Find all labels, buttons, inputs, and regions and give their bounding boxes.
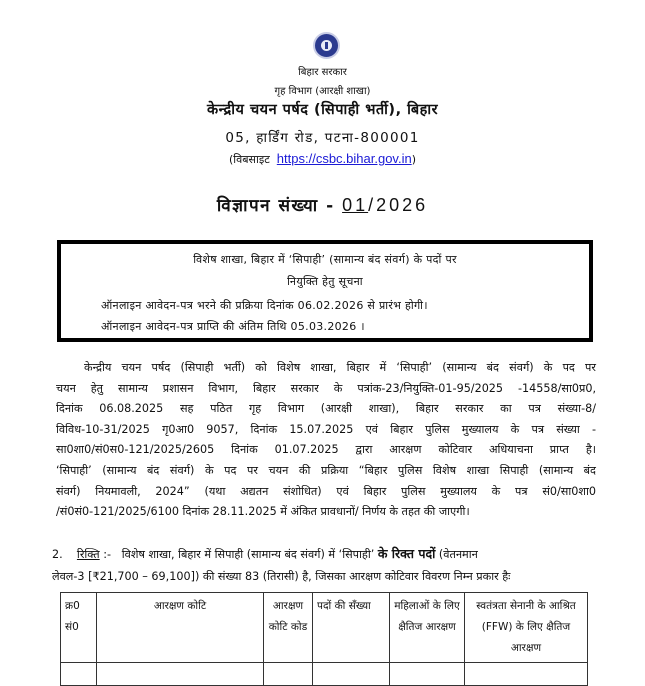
intro-line: दिनांक 06.08.2025 सह पठित गृह विभाग (आरक्षी शाखा), बिहार सरकार का पत्र संख्या-8/ bbox=[56, 402, 596, 416]
emblem-pillar bbox=[325, 42, 328, 49]
application-start-line: ऑनलाइन आवेदन-पत्र भरने की प्रक्रिया दिनांक 06.02.2026 से प्रारंभ होगी। bbox=[101, 299, 428, 312]
col-category: आरक्षण कोटि bbox=[97, 593, 264, 663]
col-category-code: आरक्षण कोटि कोड bbox=[264, 593, 313, 663]
advertisement-num: 01 bbox=[342, 195, 369, 215]
advertisement-year: /2026 bbox=[368, 195, 429, 215]
table-cell bbox=[390, 663, 465, 686]
website-line bbox=[0, 151, 645, 167]
notice-title-line1: विशेष शाखा, बिहार में ‘सिपाही’ (सामान्य बंद संवर्ग) के पदों पर bbox=[193, 253, 457, 266]
bihar-police-emblem-icon bbox=[313, 32, 340, 59]
section-heading: रिक्ति bbox=[76, 548, 100, 561]
vacancy-bold: के रिक्त पदों bbox=[377, 546, 436, 561]
application-end-line: ऑनलाइन आवेदन-पत्र प्राप्ति की अंतिम तिथि 05.03.2026 । bbox=[101, 320, 365, 333]
intro-line: चयन हेतु सामान्य प्रशासन विभाग, बिहार सरकार के पत्रांक-23/नियुक्ति-01-95/2025 -14558/सा0प्र0, bbox=[56, 381, 596, 395]
section-number: 2. bbox=[52, 548, 63, 561]
col-post-count: पदों की सँख्या bbox=[313, 593, 390, 663]
address: 05, हार्डिंग रोड, पटना-800001 bbox=[225, 130, 420, 146]
col-women-reservation: महिलाओं के लिए क्षैतिज आरक्षण bbox=[390, 593, 465, 663]
col-serial: क्र0 सं0 bbox=[61, 593, 97, 663]
intro-line: विविध-10-31/2025 गृ0आ0 9057, दिनांक 15.07.2025 एवं बिहार पुलिस मुख्यालय के पत्र संख्या - bbox=[56, 422, 596, 436]
intro-line: /सं0सं0-121/2025/6100 दिनांक 28.11.2025 में अंकित प्रावधानों/ निर्णय के तहत की जाएगी। bbox=[56, 505, 470, 519]
table-cell bbox=[313, 663, 390, 686]
intro-paragraph bbox=[56, 358, 596, 523]
website-suffix: ) bbox=[411, 153, 416, 166]
vacancy-text: विशेष शाखा, बिहार में सिपाही (सामान्य बंद संवर्ग) में ‘सिपाही’ bbox=[121, 548, 375, 561]
board-name: केन्द्रीय चयन पर्षद (सिपाही भर्ती), बिहार bbox=[206, 102, 439, 118]
section-vacancy bbox=[52, 543, 612, 588]
intro-line: संवर्ग) नियमावली, 2024” (यथा अद्यतन संशोधित) एवं बिहार पुलिस मुख्यालय के पत्र सं0/सा0शा0 bbox=[56, 484, 596, 498]
table-cell bbox=[97, 663, 264, 686]
table-cell bbox=[465, 663, 588, 686]
table-cell bbox=[61, 663, 97, 686]
advertisement-label: विज्ञापन संख्या - bbox=[216, 196, 335, 216]
website-link[interactable]: https://csbc.bihar.gov.in bbox=[276, 151, 412, 166]
table-row bbox=[61, 663, 588, 686]
col-ffw-reservation: स्वतंत्रता सेनानी के आश्रित (FFW) के लिए क्षैतिज आरक्षण bbox=[465, 593, 588, 663]
vacancy-line2: लेवल-3 [₹21,700 – 69,100]) की संख्या 83 (तिरासी) है, जिसका आरक्षण कोटिवार विवरण निम्न प्रकार हैः bbox=[52, 570, 511, 583]
table-cell bbox=[264, 663, 313, 686]
intro-line: ‘सिपाही’ (सामान्य बंद संवर्ग) के पद पर चयन की प्रक्रिया “बिहार पुलिस विशेष शाखा सिपाही (सामान्य बंद bbox=[56, 463, 596, 477]
advertisement-number bbox=[0, 193, 645, 216]
section-sep: :- bbox=[103, 548, 112, 561]
table-header-row bbox=[61, 593, 588, 663]
vacancy-tail: (वेतनमान bbox=[438, 548, 478, 561]
government-name: बिहार सरकार bbox=[298, 67, 347, 78]
website-prefix: (विबसाइट bbox=[229, 153, 270, 166]
reservation-table bbox=[60, 592, 588, 686]
intro-line: सा0शा0/सं0स0-121/2025/2605 दिनांक 01.07.2025 द्वारा आरक्षण कोटिवार अधियाचना प्राप्त है। bbox=[56, 443, 596, 457]
department-name: गृह विभाग (आरक्षी शाखा) bbox=[274, 86, 371, 97]
intro-line: केन्द्रीय चयन पर्षद (सिपाही भर्ती) को विशेष शाखा, बिहार में ‘सिपाही’ (सामान्य बंद संवर्ग) के पद पर bbox=[84, 361, 596, 374]
vacancy-line1 bbox=[52, 543, 612, 566]
notice-box bbox=[57, 240, 593, 342]
notice-title-line2: नियुक्ति हेतु सूचना bbox=[287, 275, 363, 288]
